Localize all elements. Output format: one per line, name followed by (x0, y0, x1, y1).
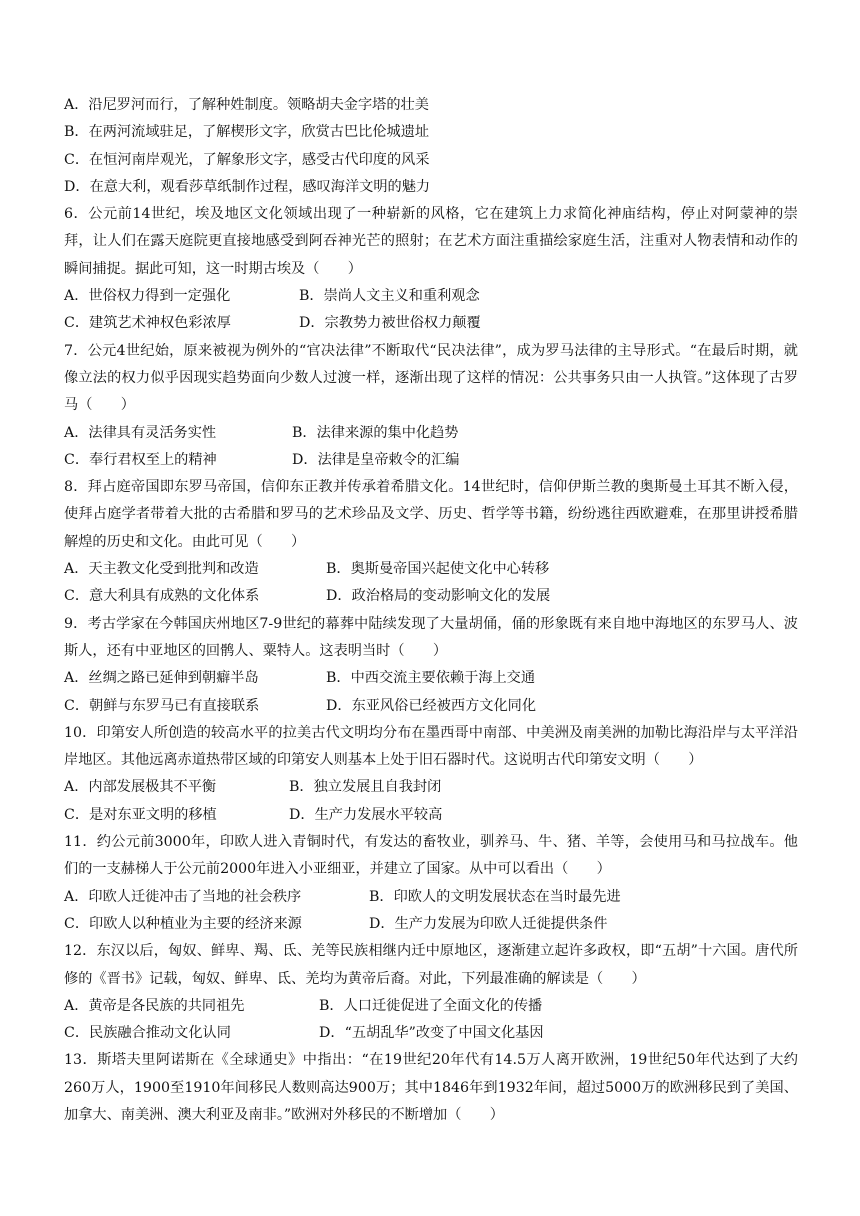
q5-option-b: B．在两河流域驻足，了解楔形文字，欣赏古巴比伦城遗址 (64, 124, 430, 141)
question-9-option-c: C．朝鲜与东罗马已有直接联系 (64, 697, 260, 714)
question-10 (64, 720, 798, 829)
question-7-option-a: A．法律具有灵活务实性 (64, 424, 217, 441)
q5-option-a: A．沿尼罗河而行，了解种姓制度。领略胡夫金字塔的壮美 (64, 97, 429, 113)
question-13-stem: 13．斯塔夫里阿诺斯在《全球通史》中指出：“在19世纪20年代有14.5万人离开欧洲，19世纪50年代达到了大约260万人，1900至1910年间移民人数则高达900万；其中1846年到1932年间，超过5000万的欧洲移民到了美国、加拿大、南美洲、澳大利亚及南非。”欧洲对外移民的不断增加（ ） (64, 1052, 798, 1123)
option-row (64, 283, 798, 310)
option-row (64, 583, 798, 610)
question-7-option-b: B．法律来源的集中化趋势 (292, 424, 459, 441)
question-9-stem: 9．考古学家在今韩国庆州地区7-9世纪的幕葬中陆续发现了大量胡俑，俑的形象既有来自地中海地区的东罗马人、波斯人，还有中亚地区的回鹘人、粟特人。这表明当时（ ） (64, 615, 798, 659)
q5-options (64, 92, 798, 201)
question-12-stem: 12．东汉以后，匈奴、鲜卑、羯、氐、羌等民族相继内迁中原地区，逐渐建立起许多政权，即“五胡”十六国。唐代所修的《晋书》记载，匈奴、鲜卑、氐、羌均为黄帝后裔。对此，下列最准确的解读是（ ） (64, 943, 798, 987)
question-10-stem: 10．印第安人所创造的较高水平的拉美古代文明均分布在墨西哥中南部、中美洲及南美洲的加勒比海沿岸与太平洋沿岸地区。其他远离赤道热带区域的印第安人则基本上处于旧石器时代。这说明古代印第安文明（ ） (64, 724, 798, 769)
question-8 (64, 474, 798, 610)
option-row (64, 993, 798, 1020)
q5-option-d: D．在意大利，观看莎草纸制作过程，感叹海洋文明的魅力 (64, 178, 431, 195)
option-row (64, 774, 798, 801)
option-row (64, 665, 798, 692)
question-6-option-c: C．建筑艺术神权色彩浓厚 (64, 315, 231, 332)
option-row (64, 310, 798, 337)
question-9 (64, 611, 798, 720)
question-12-option-b: B．人口迁徙促进了全面文化的传播 (319, 997, 543, 1014)
question-8-stem: 8．拜占庭帝国即东罗马帝国，信仰东正教并传承着希腊文化。14世纪时，信仰伊斯兰教的奥斯曼土耳其不断入侵，使拜占庭学者带着大批的古希腊和罗马的艺术珍品及文学、历史、哲学等书籍，纷纷逃往西欧避难，在那里讲授希腊解煌的历史和文化。由此可见（ ） (64, 479, 798, 550)
question-11-option-d: D．生产力发展为印欧人迁徙提供条件 (369, 915, 608, 932)
question-10-option-c: C．是对东亚文明的移植 (64, 806, 217, 823)
question-7-option-d: D．法律是皇帝敕令的汇编 (292, 451, 460, 468)
question-7-stem: 7．公元4世纪始，原来被视为例外的“官决法律”不断取代“民决法律”，成为罗马法律的主导形式。“在最后时期，就像立法的权力似乎因现实趋势面向少数人过渡一样，逐渐出现了这样的情况：公共事务只由一人执管。”这体现了古罗马（ ） (64, 342, 798, 414)
question-6-stem: 6．公元前14世纪，埃及地区文化领域出现了一种崭新的风格，它在建筑上力求简化神庙结构，停止对阿蒙神的崇拜，让人们在露天庭院更直接地感受到阿吞神光芒的照射；在艺术方面注重描绘家庭生活，注重对人物表情和动作的瞬间捕捉。据此可知，这一时期古埃及（ ） (64, 206, 798, 277)
option-row (64, 556, 798, 583)
question-11-option-b: B．印欧人的文明发展状态在当时最先进 (369, 888, 621, 905)
option-row (64, 911, 798, 938)
question-10-option-b: B．独立发展且自我封闭 (289, 779, 442, 796)
option-row (64, 884, 798, 911)
question-8-option-c: C．意大利具有成熟的文化体系 (64, 588, 260, 605)
question-8-option-a: A．天主教文化受到批判和改造 (64, 561, 259, 578)
question-6 (64, 201, 798, 337)
question-9-option-a: A．丝绸之路已延伸到朝癖半岛 (64, 670, 259, 687)
question-9-option-d: D．东亚风俗已经被西方文化同化 (326, 697, 537, 714)
option-row (64, 1020, 798, 1047)
question-12-option-a: A．黄帝是各民族的共同祖先 (64, 997, 245, 1014)
question-10-option-d: D．生产力发展水平较高 (289, 806, 443, 823)
question-6-option-a: A．世俗权力得到一定强化 (64, 288, 231, 305)
question-12-option-d: D．“五胡乱华”改变了中国文化基因 (319, 1025, 544, 1042)
question-13 (64, 1047, 798, 1129)
option-row (64, 420, 798, 447)
question-9-option-b: B．中西交流主要依赖于海上交通 (326, 670, 536, 687)
option-row (64, 802, 798, 829)
question-8-option-b: B．奥斯曼帝国兴起使文化中心转移 (326, 561, 550, 578)
question-8-option-d: D．政治格局的变动影响文化的发展 (326, 588, 551, 605)
exam-page (64, 92, 798, 1129)
question-6-option-d: D．宗教势力被世俗权力颠覆 (299, 315, 481, 332)
question-12-option-c: C．民族融合推动文化认同 (64, 1025, 231, 1042)
question-6-option-b: B．崇尚人文主义和重利观念 (299, 288, 480, 305)
question-11-option-c: C．印欧人以种植业为主要的经济来源 (64, 915, 302, 932)
question-7-option-c: C．奉行君权至上的精神 (64, 451, 217, 468)
question-11-stem: 11．约公元前3000年，印欧人进入青铜时代，有发达的畜牧业，驯养马、牛、猪、羊等，会使用马和马拉战车。他们的一支赫梯人于公元前2000年进入小亚细亚，并建立了国家。从中可以看出（ ） (64, 834, 798, 878)
option-row (64, 447, 798, 474)
question-7 (64, 338, 798, 474)
question-10-option-a: A．内部发展极其不平衡 (64, 779, 217, 796)
question-11-option-a: A．印欧人迁徙冲击了当地的社会秩序 (64, 888, 302, 905)
question-12 (64, 938, 798, 1047)
option-row (64, 693, 798, 720)
question-11 (64, 829, 798, 938)
q5-option-c: C．在恒河南岸观光，了解象形文字，感受古代印度的风采 (64, 151, 430, 168)
